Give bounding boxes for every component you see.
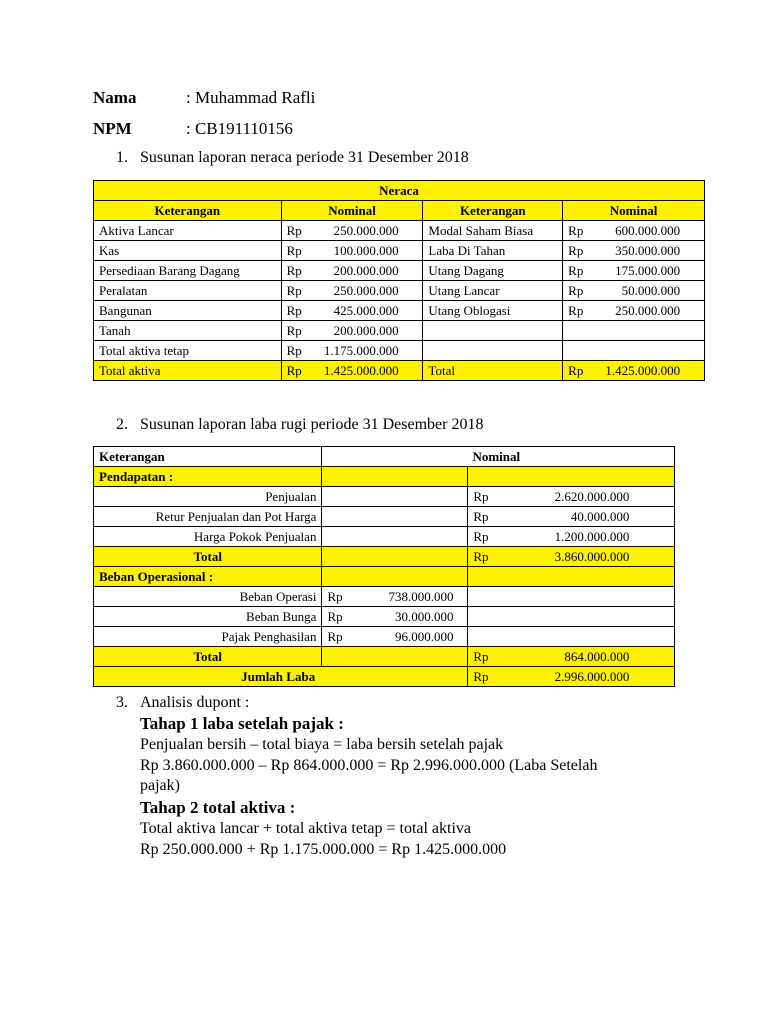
jumlah-laba-row — [94, 667, 675, 687]
neraca-row — [94, 241, 705, 261]
section-3-heading — [116, 694, 249, 712]
neraca-left-value: Rp 425.000.000 — [281, 301, 423, 321]
neraca-left-value: Rp 250.000.000 — [281, 221, 423, 241]
neraca-total-row — [94, 361, 705, 381]
pendapatan-label: Pendapatan : — [94, 467, 322, 487]
laba-rugi-row — [94, 527, 675, 547]
laba-rugi-value: Rp 1.200.000.000 — [468, 527, 675, 547]
step-2-line: Rp 250.000.000 + Rp 1.175.000.000 = Rp 1.425.000.000 — [140, 841, 507, 858]
neraca-right-value: Rp 50.000.000 — [563, 281, 705, 301]
neraca-left-label: Peralatan — [94, 281, 282, 301]
name-label: Nama — [93, 88, 137, 107]
neraca-left-value: Rp 100.000.000 — [281, 241, 423, 261]
labarugi-header-nominal: Nominal — [322, 447, 675, 467]
laba-rugi-value: Rp 738.000.000 — [322, 587, 468, 607]
laba-rugi-label: Pajak Penghasilan — [94, 627, 322, 647]
jumlah-laba-label: Jumlah Laba — [94, 667, 468, 687]
npm-line — [93, 119, 293, 139]
beban-total-label: Total — [94, 647, 322, 667]
neraca-right-label: Utang Lancar — [423, 281, 563, 301]
beban-label: Beban Operasional : — [94, 567, 322, 587]
total-pasiva-value: Rp 1.425.000.000 — [563, 361, 705, 381]
neraca-row — [94, 321, 705, 341]
section-1-title: Susunan laporan neraca periode 31 Desember 2018 — [140, 149, 469, 166]
laba-rugi-label: Retur Penjualan dan Pot Harga — [94, 507, 322, 527]
laba-rugi-row — [94, 607, 675, 627]
pendapatan-total-label: Total — [94, 547, 322, 567]
labarugi-header-keterangan: Keterangan — [94, 447, 322, 467]
neraca-left-value: Rp 200.000.000 — [281, 321, 423, 341]
step-2-title: Tahap 2 total aktiva : — [140, 798, 296, 817]
neraca-title: Neraca — [94, 181, 705, 201]
section-3-number: 3. — [116, 694, 128, 711]
beban-total-value: Rp 864.000.000 — [468, 647, 675, 667]
neraca-header: Keterangan — [423, 201, 563, 221]
step-2-line: Total aktiva lancar + total aktiva tetap = total aktiva — [140, 820, 472, 837]
neraca-table — [93, 180, 705, 381]
total-aktiva-value: Rp 1.425.000.000 — [281, 361, 423, 381]
neraca-left-label: Aktiva Lancar — [94, 221, 282, 241]
neraca-right-value: Rp 350.000.000 — [563, 241, 705, 261]
laba-rugi-label: Beban Bunga — [94, 607, 322, 627]
neraca-right-label — [423, 341, 563, 361]
laba-rugi-label: Harga Pokok Penjualan — [94, 527, 322, 547]
neraca-right-value: Rp 250.000.000 — [563, 301, 705, 321]
laba-rugi-value: Rp 30.000.000 — [322, 607, 468, 627]
neraca-left-label: Bangunan — [94, 301, 282, 321]
section-3-title: Analisis dupont : — [140, 694, 250, 711]
npm-value: : CB191110156 — [186, 119, 293, 138]
step-1-title: Tahap 1 laba setelah pajak : — [140, 714, 344, 733]
section-2-heading — [116, 416, 483, 434]
neraca-right-value — [563, 321, 705, 341]
laba-rugi-row — [94, 507, 675, 527]
pendapatan-total-row — [94, 547, 675, 567]
neraca-right-label: Utang Dagang — [423, 261, 563, 281]
pendapatan-total-value: Rp 3.860.000.000 — [468, 547, 675, 567]
laba-rugi-row — [94, 487, 675, 507]
laba-rugi-value: Rp 96.000.000 — [322, 627, 468, 647]
neraca-left-value: Rp 1.175.000.000 — [281, 341, 423, 361]
neraca-row — [94, 221, 705, 241]
neraca-row — [94, 301, 705, 321]
total-pasiva-label: Total — [423, 361, 563, 381]
jumlah-laba-value: Rp 2.996.000.000 — [468, 667, 675, 687]
neraca-left-value: Rp 200.000.000 — [281, 261, 423, 281]
laba-rugi-table — [93, 446, 675, 687]
section-2-number: 2. — [116, 416, 128, 433]
step-1-line: pajak) — [140, 777, 180, 794]
neraca-row — [94, 281, 705, 301]
name-line — [93, 88, 315, 108]
neraca-left-value: Rp 250.000.000 — [281, 281, 423, 301]
npm-label: NPM — [93, 119, 132, 138]
section-1-number: 1. — [116, 149, 128, 166]
laba-rugi-label: Penjualan — [94, 487, 322, 507]
section-2-title: Susunan laporan laba rugi periode 31 Desember 2018 — [140, 416, 484, 433]
laba-rugi-value: Rp 40.000.000 — [468, 507, 675, 527]
step-1-line: Penjualan bersih – total biaya = laba bersih setelah pajak — [140, 736, 504, 753]
step-1-line: Rp 3.860.000.000 – Rp 864.000.000 = Rp 2.996.000.000 (Laba Setelah — [140, 757, 598, 774]
neraca-right-value — [563, 341, 705, 361]
neraca-left-label: Kas — [94, 241, 282, 261]
neraca-header: Nominal — [563, 201, 705, 221]
laba-rugi-label: Beban Operasi — [94, 587, 322, 607]
neraca-row — [94, 261, 705, 281]
neraca-left-label: Tanah — [94, 321, 282, 341]
beban-rows — [94, 587, 675, 647]
neraca-header: Keterangan — [94, 201, 282, 221]
pendapatan-rows — [94, 487, 675, 547]
section-1-heading — [116, 149, 469, 167]
neraca-right-label: Modal Saham Biasa — [423, 221, 563, 241]
neraca-rows — [94, 221, 705, 361]
neraca-right-value: Rp 600.000.000 — [563, 221, 705, 241]
neraca-left-label: Total aktiva tetap — [94, 341, 282, 361]
laba-rugi-row — [94, 627, 675, 647]
neraca-left-label: Persediaan Barang Dagang — [94, 261, 282, 281]
neraca-right-value: Rp 175.000.000 — [563, 261, 705, 281]
laba-rugi-value: Rp 2.620.000.000 — [468, 487, 675, 507]
beban-total-row — [94, 647, 675, 667]
laba-rugi-row — [94, 587, 675, 607]
neraca-header: Nominal — [281, 201, 423, 221]
neraca-row — [94, 341, 705, 361]
total-aktiva-label: Total aktiva — [94, 361, 282, 381]
neraca-right-label: Laba Di Tahan — [423, 241, 563, 261]
name-value: : Muhammad Rafli — [186, 88, 316, 107]
neraca-right-label: Utang Oblogasi — [423, 301, 563, 321]
neraca-right-label — [423, 321, 563, 341]
